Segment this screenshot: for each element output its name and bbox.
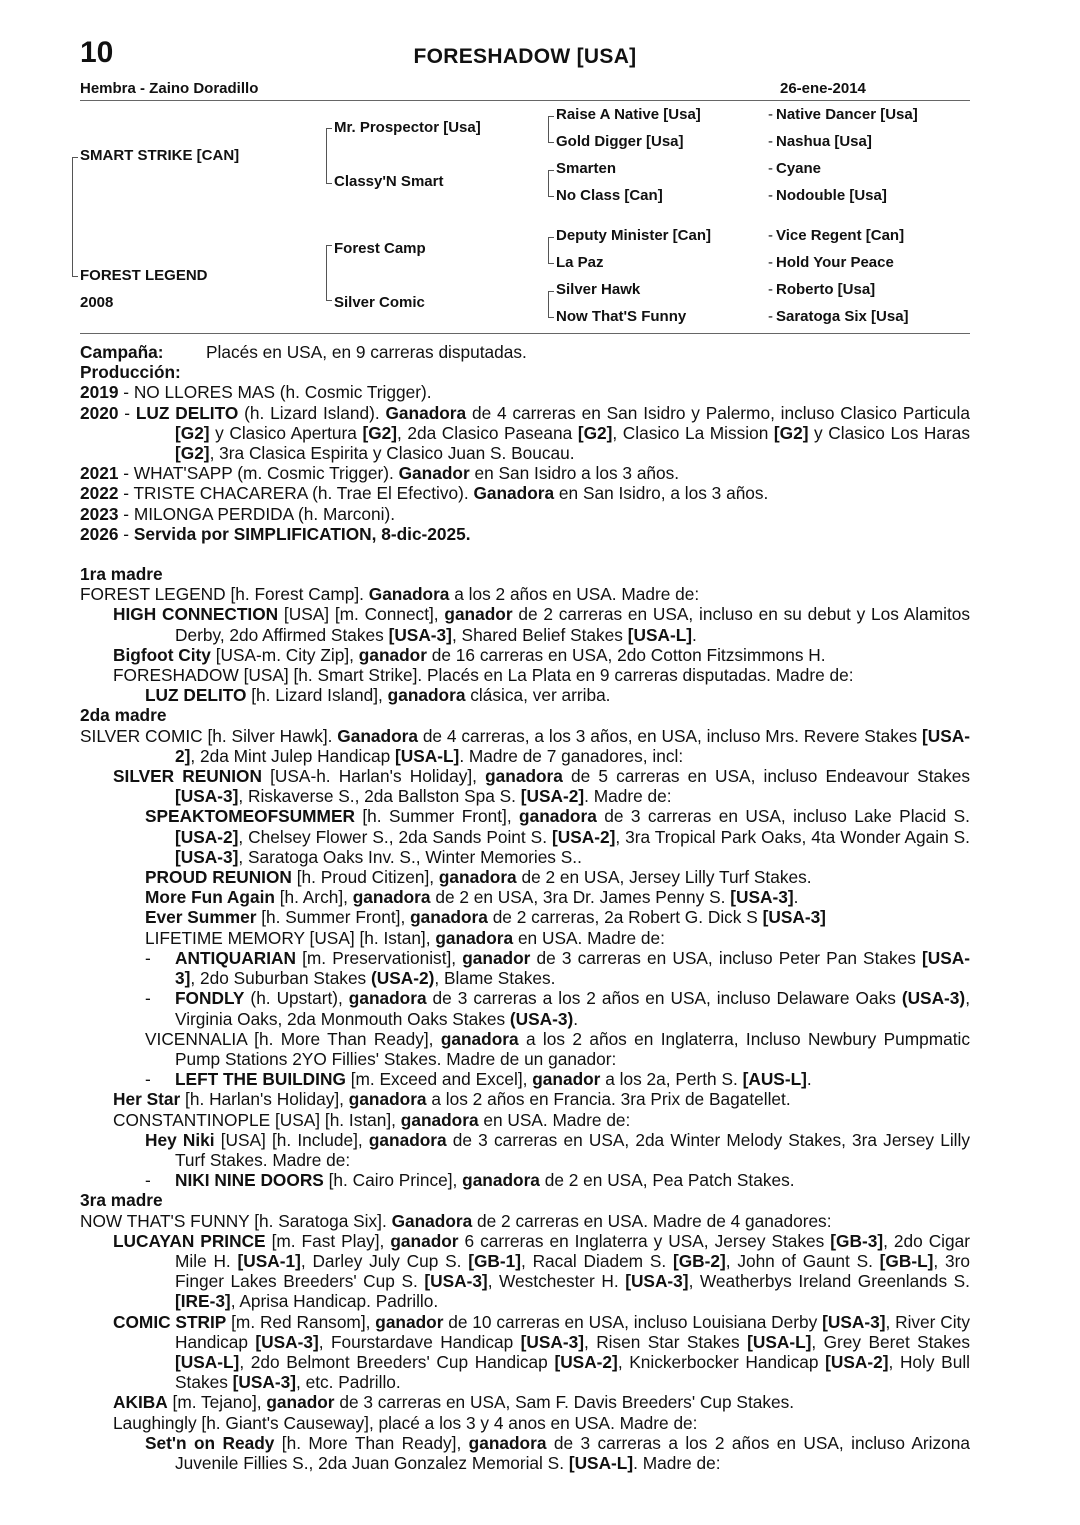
family-entry: Hey Niki [USA] [h. Include], ganadora de 3 carreras en USA, 2da Winter Melody Stakes, 3ra Jersey Lilly Turf Stakes. Madre de: [145,1129,970,1170]
production-item: 2022 - TRISTE CHACARERA (h. Trae El Efectivo). Ganadora en San Isidro, a los 3 años. [80,483,769,504]
pedigree-g4: Vice Regent [Can] [776,227,905,244]
production-heading: Producción: [80,362,181,383]
family-entry: LUCAYAN PRINCE [m. Fast Play], ganador 6 carreras en Inglaterra y USA, Jersey Stakes [GB-3], 2do Cigar Mile H. [USA-1], Darley July Cup S. [GB-1], Racal Diadem S. [GB-2], John of Gaunt S. [GB-L], 3ro Finger Lakes Breeders' Cup S. [USA-3], Westchester H. [USA-3], Weatherbys Ireland Greenlands S. [IRE-3], Aprisa Handicap. Padrillo. [113,1230,971,1312]
pedigree-g3: Smarten [556,160,617,177]
catalogue-body [80,342,970,1473]
pedigree-g3: La Paz [556,254,604,271]
pedigree-g3: Silver Hawk [556,281,641,298]
pedigree-g2: Classy'N Smart [334,173,444,190]
production-item: 2026 - Servida por SIMPLIFICATION, 8-dic-2025. [80,523,471,544]
pedigree-g2: Silver Comic [334,294,425,311]
horse-name: FORESHADOW [USA] [413,45,637,68]
second-dam-heading: 2da madre [80,705,167,726]
family-entry: Ever Summer [h. Summer Front], ganadora de 2 carreras, 2a Robert G. Dick S [USA-3] [145,907,826,928]
pedigree-bottom-rule [80,333,970,334]
family-entry: LIFETIME MEMORY [USA] [h. Istan], ganadora en USA. Madre de: [145,927,665,948]
first-dam-heading: 1ra madre [80,564,163,585]
family-entry: Set'n on Ready [h. More Than Ready], ganadora de 3 carreras a los 2 años en USA, incluso Arizona Juvenile Fillies S., 2da Juan Gonzalez Memorial S. [USA-L]. Madre de: [145,1432,970,1473]
pedigree-g4: Roberto [Usa] [776,281,876,298]
production-item: 2023 - MILONGA PERDIDA (h. Marconi). [80,503,396,524]
family-entry: HIGH CONNECTION [USA] [m. Connect], ganador de 2 carreras en USA, incluso en su debut y Los Alamitos Derby, 2do Affirmed Stakes [USA-3], Shared Belief Stakes [USA-L]. [113,604,971,645]
family-entry: - ANTIQUARIAN [m. Preservationist], ganador de 3 carreras en USA, incluso Peter Pan Stakes [USA-3], 2do Suburban Stakes (USA-2), Blame Stakes. [145,947,970,989]
campaign: Campaña: Placés en USA, en 9 carreras disputadas. [80,342,527,362]
family-entry: AKIBA [m. Tejano], ganador de 3 carreras en USA, Sam F. Davis Breeders' Cup Stakes. [113,1392,795,1413]
family-entry: - NIKI NINE DOORS [h. Cairo Prince], ganadora de 2 en USA, Pea Patch Stakes. [145,1170,795,1191]
pedigree-g3: Deputy Minister [Can] [556,227,712,244]
family-entry: FORESHADOW [USA] [h. Smart Strike]. Placés en La Plata en 9 carreras disputadas. Madre de: [113,665,854,686]
pedigree-g3: No Class [Can] [556,187,663,204]
dam: FOREST LEGEND [80,267,208,284]
family-entry: Her Star [h. Harlan's Holiday], ganadora a los 2 años en Francia. 3ra Prix de Bagatellet. [113,1089,791,1110]
pedigree-g4: Nashua [Usa] [776,133,872,150]
birth-date: 26-ene-2014 [780,80,866,97]
family-entry: Bigfoot City [USA-m. City Zip], ganador de 16 carreras en USA, 2do Cotton Fitzsimmons H. [113,644,826,665]
production-item: 2021 - WHAT'SAPP (m. Cosmic Trigger). Ganador en San Isidro a los 3 años. [80,463,680,484]
family-entry: More Fun Again [h. Arch], ganadora de 2 en USA, 3ra Dr. James Penny S. [USA-3]. [145,887,799,908]
pedigree-g4: Native Dancer [Usa] [776,106,918,123]
family-entry: - FONDLY (h. Upstart), ganadora de 3 carreras a los 2 años en USA, incluso Delaware Oaks (USA-3), Virginia Oaks, 2da Monmouth Oaks Stakes (USA-3). [145,988,970,1029]
sire: SMART STRIKE [CAN] [80,147,240,164]
pedigree-g3: Gold Digger [Usa] [556,133,684,150]
production-item: 2019 - NO LLORES MAS (h. Cosmic Trigger). [80,382,432,403]
family-entry: VICENNALIA [h. More Than Ready], ganadora a los 2 años en Inglaterra, Incluso Newbury Pumpmatic Pump Stations 2YO Fillies' Stakes. Madre de un ganador: [145,1028,971,1069]
pedigree-g3: Raise A Native [Usa] [556,106,701,123]
production-item: 2020 - LUZ DELITO (h. Lizard Island). Ganadora de 4 carreras en San Isidro y Palermo, incluso Clasico Particula [G2] y Clasico Apertura [G2], 2da Clasico Paseana [G2], Clasico La Mission [G2] y Clasico Los Haras [G2], 3ra Clasica Espirita y Clasico Juan S. Boucau. [80,402,971,464]
dam-year: 2008 [80,294,114,311]
third-dam-heading: 3ra madre [80,1190,163,1211]
pedigree-g4: Hold Your Peace [776,254,894,271]
first-dam: FOREST LEGEND [h. Forest Camp]. Ganadora a los 2 años en USA. Madre de: [80,584,700,605]
family-entry: Laughingly [h. Giant's Causeway], placé a los 3 y 4 anos en USA. Madre de: [113,1412,698,1433]
sex-color: Hembra - Zaino Doradillo [80,80,259,97]
family-entry: COMIC STRIP [m. Red Ransom], ganador de 10 carreras en USA, incluso Louisiana Derby [USA-3], River City Handicap [USA-3], Fourstardave Handicap [USA-3], Risen Star Stakes [USA-L], Grey Beret Stakes [USA-L], 2do Belmont Breeders' Cup Handicap [USA-2], Knickerbocker Handicap [USA-2], Holy Bull Stakes [USA-3], etc. Padrillo. [113,1311,971,1393]
family-entry: SILVER REUNION [USA-h. Harlan's Holiday], ganadora de 5 carreras en USA, incluso Endeavour Stakes [USA-3], Riskaverse S., 2da Ballston Spa S. [USA-2]. Madre de: [113,766,970,807]
pedigree-g4: Cyane [776,160,822,177]
pedigree-g4: Saratoga Six [Usa] [776,308,909,325]
pedigree-g4: Nodouble [Usa] [776,187,887,204]
family-entry: PROUD REUNION [h. Proud Citizen], ganadora de 2 en USA, Jersey Lilly Turf Stakes. [145,867,812,888]
second-dam: SILVER COMIC [h. Silver Hawk]. Ganadora de 4 carreras, a los 3 años, en USA, incluso Mrs. Revere Stakes [USA-2], 2da Mint Julep Handicap [USA-L]. Madre de 7 ganadores, incl: [80,725,970,766]
third-dam: NOW THAT'S FUNNY [h. Saratoga Six]. Ganadora de 2 carreras en USA. Madre de 4 ganadores: [80,1210,832,1231]
family-entry: LUZ DELITO [h. Lizard Island], ganadora clásica, ver arriba. [145,685,611,706]
family-entry: CONSTANTINOPLE [USA] [h. Istan], ganadora en USA. Madre de: [113,1109,631,1130]
pedigree-g3: Now That'S Funny [556,308,687,325]
pedigree-top-rule [80,100,970,101]
family-entry: - LEFT THE BUILDING [m. Exceed and Excel], ganador a los 2a, Perth S. [AUS-L]. [145,1069,812,1090]
pedigree-g2: Forest Camp [334,240,426,257]
pedigree-g2: Mr. Prospector [Usa] [334,119,481,136]
lot-number: 10 [80,36,114,69]
family-entry: SPEAKTOMEOFSUMMER [h. Summer Front], ganadora de 3 carreras en USA, incluso Lake Placid S. [USA-2], Chelsey Flower S., 2da Sands Point S. [USA-2], 3ra Tropical Park Oaks, 4ta Wonder Again S. [USA-3], Saratoga Oaks Inv. S., Winter Memories S.. [145,806,970,867]
